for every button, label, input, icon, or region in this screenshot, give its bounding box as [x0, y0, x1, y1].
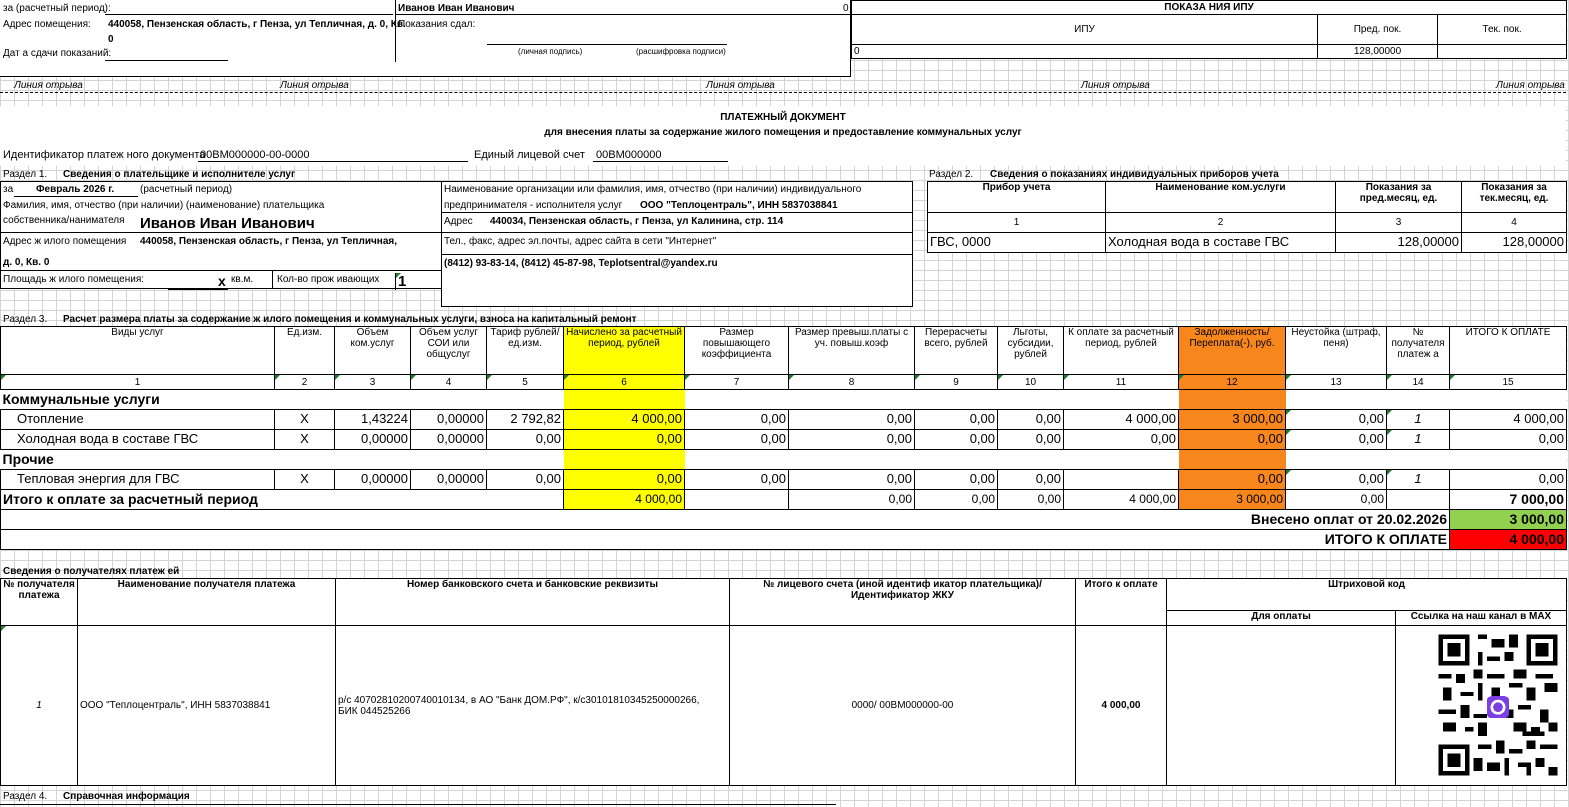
service-name: Холодная вода в составе ГВС	[1, 430, 275, 450]
meter-header-2: Наименование ком.услуги	[1106, 182, 1336, 213]
charges-header-2: Ед.изм.	[275, 327, 335, 375]
debt: 0,00	[1179, 430, 1286, 450]
account-label: Единый лицевой счет	[474, 149, 585, 161]
contacts-value: (8412) 93-83-14, (8412) 45-87-98, Teplotsentral@yandex.ru	[444, 258, 718, 269]
area-unit: кв.м.	[231, 274, 254, 285]
recipient-total: 4 000,00	[1076, 626, 1167, 786]
penalty: 0,00	[1286, 410, 1387, 430]
recipients-title: Сведения о получателях платеж ей	[3, 566, 180, 577]
meter-header-1: Прибор учета	[928, 182, 1106, 213]
fio-value: Иванов Иван Иванович	[140, 215, 315, 232]
barcode-pay	[1167, 626, 1396, 786]
total-charged: 4 000,00	[564, 490, 685, 510]
total-to-pay: 4 000,00	[1064, 490, 1179, 510]
charged: 0,00	[564, 470, 685, 490]
recipient-name: ООО "Теплоцентраль", ИНН 5837038841	[78, 626, 336, 786]
cutline-2: Линия отрыва	[280, 80, 349, 91]
cutline-4: Линия отрыва	[1081, 80, 1150, 91]
zero-value: 0	[843, 3, 849, 14]
excess: 0,00	[789, 470, 915, 490]
area-value: x	[218, 273, 226, 289]
meter-header-3: Показания за пред.месяц, ед.	[1336, 182, 1462, 213]
total: 0,00	[1450, 430, 1567, 450]
ipu-table	[851, 0, 1567, 59]
charges-header-1: Виды услуг	[1, 327, 275, 375]
benefits: 0,00	[998, 410, 1064, 430]
group-communal: Коммунальные услуги	[1, 390, 564, 410]
section1-title: Сведения о плательщике и исполнителе услуг	[63, 169, 296, 180]
rec-header-1: № получателя платежа	[1, 579, 78, 626]
document-subtitle: для внесения платы за содержание жилого помещения и предоставление коммунальных услуг	[544, 127, 1022, 138]
meter-device: ГВС, 0000	[928, 233, 1106, 253]
meter-cur: 128,00000	[1462, 233, 1567, 253]
col-num-5: 5	[487, 375, 564, 390]
total: 4 000,00	[1450, 410, 1567, 430]
org-address-label: Адрес	[444, 216, 473, 227]
charges-header-3: Объем ком.услуг	[335, 327, 411, 375]
address-value-2: 0	[108, 34, 114, 45]
service-name: Отопление	[1, 410, 275, 430]
to-pay: 0,00	[1064, 430, 1179, 450]
address-value: 440058, Пензенская область, г Пенза, ул Тепличная, д. 0, Кв.	[108, 19, 406, 30]
soi-volume: 0,00000	[411, 410, 487, 430]
section4-title: Справочная информация	[63, 791, 190, 802]
debt: 3 000,00	[1179, 410, 1286, 430]
col-num-10: 10	[998, 375, 1064, 390]
section1-num: Раздел 1.	[3, 169, 48, 180]
table-row	[1, 626, 1567, 786]
meter-num-1: 1	[928, 213, 1106, 233]
document-title: ПЛАТЕЖНЫЙ ДОКУМЕНТ	[720, 112, 846, 123]
section3-num: Раздел 3.	[3, 314, 48, 325]
prev-reading-label: Пред. пок.	[1318, 15, 1438, 45]
total-penalty: 0,00	[1286, 490, 1387, 510]
meters-table	[927, 181, 1567, 253]
unit: X	[275, 410, 335, 430]
org-label-1: Наименование организации или фамилия, имя, отчество (при наличии) индивидуального	[444, 184, 862, 195]
total-excess: 0,00	[789, 490, 915, 510]
col-num-14: 14	[1387, 375, 1450, 390]
residents-label: Кол-во прож ивающих	[277, 274, 380, 285]
section3-title: Расчет размера платы за содержание ж илого помещения и коммунальных услуги, взноса на капитальный ремонт	[63, 314, 637, 325]
charges-header-7: Размер повышающего коэффициента	[685, 327, 789, 375]
charges-header-14: № получателя платеж а	[1387, 327, 1450, 375]
rec-header-3: Номер банковского счета и банковские реквизиты	[336, 579, 730, 626]
fio-label-1: Фамилия, имя, отчество (при наличии) (наименование) плательщика	[3, 200, 325, 211]
charges-header-15: ИТОГО К ОПЛАТЕ	[1450, 327, 1567, 375]
coef: 0,00	[685, 430, 789, 450]
charges-table	[0, 326, 1567, 550]
tariff: 0,00	[487, 430, 564, 450]
paid-label: Внесено оплат от 20.02.2026	[1, 510, 1450, 530]
residents-value: 1	[395, 273, 408, 290]
section2-title: Сведения о показаниях индивидуальных приборов учета	[990, 169, 1279, 180]
unit: X	[275, 430, 335, 450]
rec-header-6: Штриховой код	[1167, 579, 1567, 611]
recipient-num: 1	[1387, 410, 1450, 430]
cutline-5: Линия отрыва	[1496, 80, 1565, 91]
benefits: 0,00	[998, 470, 1064, 490]
grand-total-value: 4 000,00	[1450, 530, 1567, 550]
recipient-num: 1	[1387, 470, 1450, 490]
qr-cell	[1396, 626, 1567, 786]
meter-header-4: Показания за тек.месяц, ед.	[1462, 182, 1567, 213]
meter-prev: 128,00000	[1336, 233, 1462, 253]
volume: 1,43224	[335, 410, 411, 430]
charges-header-5: Тариф рублей/ ед.изм.	[487, 327, 564, 375]
org-value: ООО "Теплоцентраль", ИНН 5837038841	[640, 200, 838, 211]
recalc: 0,00	[915, 470, 998, 490]
meter-num-2: 2	[1106, 213, 1336, 233]
col-num-6: 6	[564, 375, 685, 390]
period-note: (расчетный период)	[140, 184, 233, 195]
rec-header-2: Наименование получателя платежа	[78, 579, 336, 626]
to-pay	[1064, 470, 1179, 490]
total-grand: 7 000,00	[1450, 490, 1567, 510]
period-value: Февраль 2026 г.	[36, 184, 115, 195]
benefits: 0,00	[998, 430, 1064, 450]
service-name: Тепловая энергия для ГВС	[1, 470, 275, 490]
recalc: 0,00	[915, 410, 998, 430]
section4-num: Раздел 4.	[3, 791, 48, 802]
period-label: за (расчетный период):	[3, 3, 111, 14]
rec-header-5: Итого к оплате	[1076, 579, 1167, 626]
soi-volume: 0,00000	[411, 430, 487, 450]
recipients-table	[0, 578, 1567, 786]
living-address-label: Адрес ж илого помещения	[3, 236, 127, 247]
volume: 0,00000	[335, 470, 411, 490]
recipient-number: 1	[1, 626, 78, 786]
signature-caption: (личная подпись)	[518, 47, 583, 56]
table-row	[1, 410, 1567, 430]
group-other: Прочие	[1, 450, 564, 470]
col-num-12: 12	[1179, 375, 1286, 390]
org-address-value: 440034, Пензенская область, г Пенза, ул Калинина, стр. 114	[490, 216, 784, 227]
charges-header-6: Начислено за расчетный период, рублей	[564, 327, 685, 375]
barcode-channel-label: Ссылка на наш канал в MAX	[1396, 611, 1567, 626]
charges-header-11: К оплате за расчетный период, рублей	[1064, 327, 1179, 375]
org-label-2: предпринимателя - исполнителя услуг	[444, 200, 623, 211]
col-num-8: 8	[789, 375, 915, 390]
col-num-1: 1	[1, 375, 275, 390]
coef: 0,00	[685, 470, 789, 490]
unit: X	[275, 470, 335, 490]
penalty: 0,00	[1286, 430, 1387, 450]
charges-header-12: Задолженность/ Переплата(-), руб.	[1179, 327, 1286, 375]
tariff: 2 792,82	[487, 410, 564, 430]
doc-id-label: Идентификатор платеж ного документа	[3, 149, 206, 161]
total-coef	[685, 490, 789, 510]
living-address-value-2: д. 0, Кв. 0	[3, 257, 50, 268]
charges-header-8: Размер превыш.платы с уч. повыш.коэф	[789, 327, 915, 375]
charged: 0,00	[564, 430, 685, 450]
charges-header-10: Льготы, субсидии, рублей	[998, 327, 1064, 375]
doc-id-value: 00ВМ000000-00-0000	[200, 149, 310, 161]
total-recipient	[1387, 490, 1450, 510]
total-recalc: 0,00	[915, 490, 998, 510]
ipu-label: ИПУ	[852, 15, 1318, 45]
ipu-cur-value[interactable]	[1438, 45, 1567, 59]
total: 0,00	[1450, 470, 1567, 490]
total-benefits: 0,00	[998, 490, 1064, 510]
col-num-3: 3	[335, 375, 411, 390]
za-label: за	[3, 184, 14, 195]
total-label: Итого к оплате за расчетный период	[1, 490, 564, 510]
table-row	[1, 470, 1567, 490]
table-row	[1, 430, 1567, 450]
meter-service: Холодная вода в составе ГВС	[1106, 233, 1336, 253]
recipient-num: 1	[1387, 430, 1450, 450]
contacts-label: Тел., факс, адрес эл.почты, адрес сайта в сети "Интернет"	[444, 236, 717, 247]
qr-code-icon[interactable]	[1434, 630, 1562, 780]
col-num-4: 4	[411, 375, 487, 390]
section2-num: Раздел 2.	[929, 169, 974, 180]
cur-reading-label: Тек. пок.	[1438, 15, 1567, 45]
col-num-15: 15	[1450, 375, 1567, 390]
excess: 0,00	[789, 430, 915, 450]
recipient-account: 0000/ 00ВМ000000-00	[730, 626, 1076, 786]
area-label: Площадь ж илого помещения:	[3, 274, 145, 285]
col-num-7: 7	[685, 375, 789, 390]
ipu-row-value: 0	[852, 45, 1318, 59]
col-num-9: 9	[915, 375, 998, 390]
col-num-13: 13	[1286, 375, 1387, 390]
payer-name: Иванов Иван Иванович	[398, 3, 515, 14]
rec-header-4: № лицевого счета (иной идентиф икатор плательщика)/ Идентификатор ЖКУ	[730, 579, 1076, 626]
excess: 0,00	[789, 410, 915, 430]
decode-caption: (расшифровка подписи)	[636, 47, 726, 56]
cutline-1: Линия отрыва	[14, 80, 83, 91]
date-label: Дат а сдачи показаний:	[3, 48, 112, 59]
to-pay: 4 000,00	[1064, 410, 1179, 430]
col-num-11: 11	[1064, 375, 1179, 390]
address-label: Адрес помещения:	[3, 19, 91, 30]
fio-label-2: собственника/нанимателя	[3, 215, 125, 226]
charges-header-9: Перерасчеты всего, рублей	[915, 327, 998, 375]
meter-num-3: 3	[1336, 213, 1462, 233]
coef: 0,00	[685, 410, 789, 430]
tariff: 0,00	[487, 470, 564, 490]
ipu-title: ПОКАЗА НИЯ ИПУ	[852, 1, 1567, 15]
charged: 4 000,00	[564, 410, 685, 430]
charges-header-13: Неустойка (штраф, пеня)	[1286, 327, 1387, 375]
col-num-2: 2	[275, 375, 335, 390]
soi-volume: 0,00000	[411, 470, 487, 490]
barcode-pay-label: Для оплаты	[1167, 611, 1396, 626]
penalty: 0,00	[1286, 470, 1387, 490]
recipient-bank-2: БИК 044525266	[338, 705, 411, 717]
paid-value: 3 000,00	[1450, 510, 1567, 530]
submitted-label: Показания сдал:	[398, 19, 476, 30]
ipu-prev-value: 128,00000	[1318, 45, 1438, 59]
volume: 0,00000	[335, 430, 411, 450]
living-address-value: 440058, Пензенская область, г Пенза, ул Тепличная,	[140, 236, 397, 247]
total-debt: 3 000,00	[1179, 490, 1286, 510]
recalc: 0,00	[915, 430, 998, 450]
meter-num-4: 4	[1462, 213, 1567, 233]
recipient-bank-1: р/с 40702810200740010134, в АО "Банк ДОМ.РФ", к/с30101810345250000266,	[338, 694, 700, 706]
debt: 0,00	[1179, 470, 1286, 490]
grand-total-label: ИТОГО К ОПЛАТЕ	[1, 530, 1450, 550]
cutline-3: Линия отрыва	[706, 80, 775, 91]
charges-header-4: Объем услуг СОИ или общуслуг	[411, 327, 487, 375]
account-value: 00ВМ000000	[596, 149, 662, 161]
